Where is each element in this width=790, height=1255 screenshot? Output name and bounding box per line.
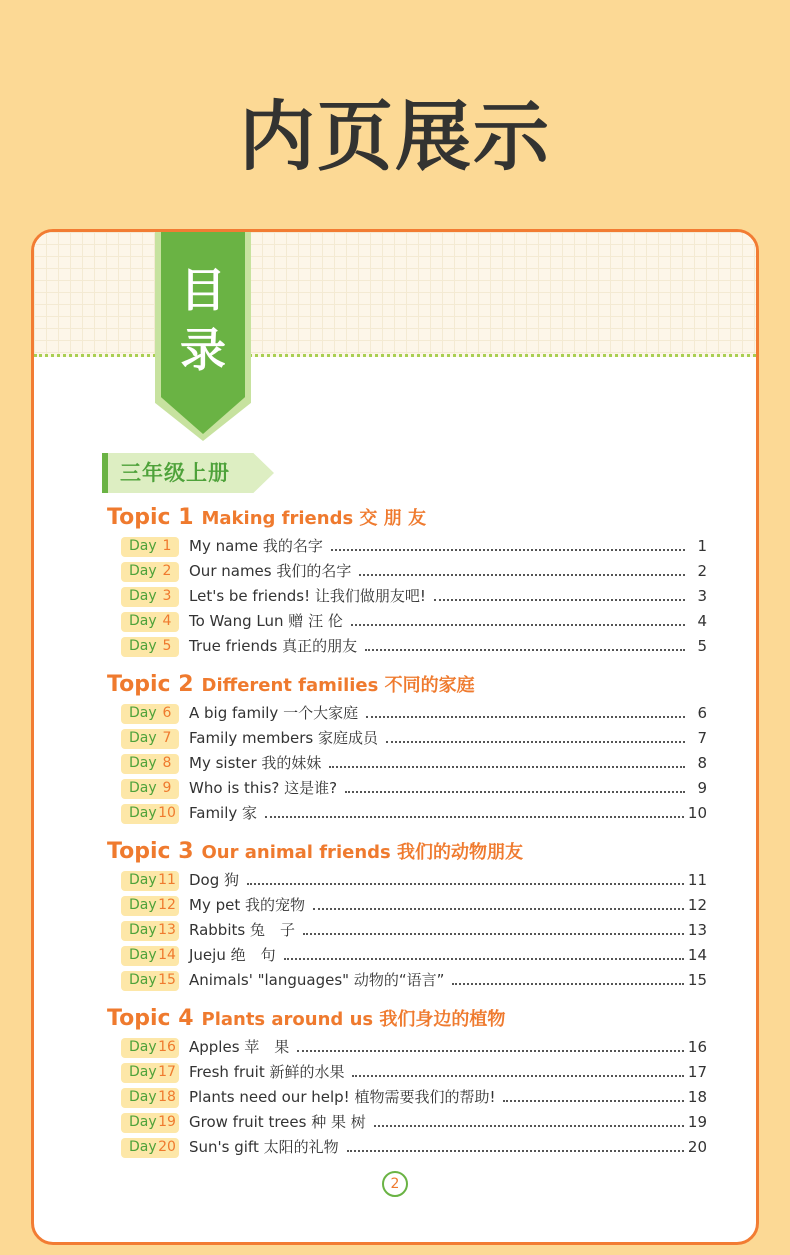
- entry-title: Fresh fruit 新鲜的水果: [189, 1063, 345, 1081]
- toc-entry[interactable]: [107, 968, 707, 993]
- day-number: 15: [158, 972, 176, 988]
- entry-title: True friends 真正的朋友: [189, 637, 358, 655]
- day-badge: [121, 921, 179, 941]
- topic-number: Topic 2: [107, 672, 194, 697]
- toc-entry[interactable]: [107, 534, 707, 559]
- table-of-contents: [107, 502, 707, 1160]
- day-label: Day: [129, 755, 157, 771]
- day-badge: [121, 729, 179, 749]
- toc-entry[interactable]: [107, 559, 707, 584]
- day-number: 16: [158, 1039, 176, 1055]
- toc-entry[interactable]: [107, 634, 707, 659]
- day-number: 13: [158, 922, 176, 938]
- toc-card: [31, 229, 759, 1245]
- day-label: Day: [129, 538, 157, 554]
- dot-leader: [434, 599, 685, 601]
- toc-entry[interactable]: [107, 776, 707, 801]
- dot-leader: [297, 1050, 684, 1052]
- day-number: 4: [162, 613, 172, 629]
- day-badge: [121, 871, 179, 891]
- entry-page-number: 19: [687, 1113, 707, 1131]
- dot-leader: [352, 1075, 683, 1077]
- day-badge: [121, 971, 179, 991]
- day-badge: [121, 1063, 179, 1083]
- toc-entry[interactable]: [107, 918, 707, 943]
- day-number: 5: [162, 638, 172, 654]
- entry-title: My sister 我的妹妹: [189, 754, 322, 772]
- day-badge: [121, 587, 179, 607]
- grade-label: 三年级上册: [120, 461, 230, 485]
- entry-title: Who is this? 这是谁?: [189, 779, 338, 797]
- day-number: 9: [162, 780, 172, 796]
- day-badge: [121, 612, 179, 632]
- page-number: 2: [382, 1171, 408, 1197]
- dot-leader: [331, 549, 685, 551]
- grade-banner-mark: [102, 453, 108, 493]
- ribbon-char-1: 目: [180, 263, 226, 317]
- day-label: Day: [129, 897, 157, 913]
- entry-page-number: 13: [687, 921, 707, 939]
- entry-page-number: 20: [687, 1138, 707, 1156]
- dot-leader: [374, 1125, 684, 1127]
- entry-page-number: 7: [697, 729, 707, 747]
- day-badge: [121, 1038, 179, 1058]
- entry-title: My pet 我的宠物: [189, 896, 305, 914]
- topic-title: Our animal friends 我们的动物朋友: [201, 842, 523, 863]
- toc-entry[interactable]: [107, 868, 707, 893]
- entry-title: Our names 我们的名字: [189, 562, 352, 580]
- grid-background: [34, 232, 756, 357]
- entry-title: To Wang Lun 赠 汪 伦: [189, 612, 343, 630]
- day-number: 11: [158, 872, 176, 888]
- toc-entry[interactable]: [107, 609, 707, 634]
- entry-page-number: 8: [697, 754, 707, 772]
- section-spacer: [107, 993, 707, 1003]
- entry-title: Jueju 绝 句: [189, 946, 276, 964]
- toc-entry[interactable]: [107, 1035, 707, 1060]
- entry-page-number: 15: [687, 971, 707, 989]
- topic-number: Topic 3: [107, 839, 194, 864]
- entry-title: A big family 一个大家庭: [189, 704, 359, 722]
- entry-page-number: 1: [697, 537, 707, 555]
- day-label: Day: [129, 947, 157, 963]
- dot-leader: [351, 624, 685, 626]
- entry-title: Family 家: [189, 804, 258, 822]
- dot-leader: [347, 1150, 684, 1152]
- entry-title: Grow fruit trees 种 果 树: [189, 1113, 366, 1131]
- day-label: Day: [129, 1064, 157, 1080]
- dot-leader: [345, 791, 685, 793]
- day-number: 10: [158, 805, 176, 821]
- entry-page-number: 4: [697, 612, 707, 630]
- day-label: Day: [129, 588, 157, 604]
- toc-entry[interactable]: [107, 701, 707, 726]
- day-number: 19: [158, 1114, 176, 1130]
- day-label: Day: [129, 1089, 157, 1105]
- dot-leader: [366, 716, 685, 718]
- day-badge: [121, 754, 179, 774]
- day-number: 7: [162, 730, 172, 746]
- dot-leader: [303, 933, 684, 935]
- day-number: 14: [158, 947, 176, 963]
- entry-page-number: 12: [687, 896, 707, 914]
- section-spacer: [107, 826, 707, 836]
- entry-title: My name 我的名字: [189, 537, 323, 555]
- dotted-divider: [34, 354, 756, 357]
- topic-number: Topic 1: [107, 505, 194, 530]
- day-label: Day: [129, 780, 157, 796]
- toc-entry[interactable]: [107, 801, 707, 826]
- day-badge: [121, 1138, 179, 1158]
- toc-entry[interactable]: [107, 1110, 707, 1135]
- entry-page-number: 9: [697, 779, 707, 797]
- day-label: Day: [129, 563, 157, 579]
- topic-title: Plants around us 我们身边的植物: [201, 1009, 506, 1030]
- dot-leader: [503, 1100, 683, 1102]
- day-badge: [121, 537, 179, 557]
- entry-page-number: 3: [697, 587, 707, 605]
- dot-leader: [359, 574, 685, 576]
- dot-leader: [329, 766, 685, 768]
- day-label: Day: [129, 872, 157, 888]
- entry-title: Rabbits 兔 子: [189, 921, 295, 939]
- entry-title: Apples 苹 果: [189, 1038, 290, 1056]
- ribbon-char-2: 录: [180, 323, 226, 377]
- day-number: 2: [162, 563, 172, 579]
- toc-entry[interactable]: [107, 893, 707, 918]
- dot-leader: [247, 883, 684, 885]
- entry-page-number: 16: [687, 1038, 707, 1056]
- day-label: Day: [129, 705, 157, 721]
- topic-number: Topic 4: [107, 1006, 194, 1031]
- toc-entry[interactable]: [107, 584, 707, 609]
- day-label: Day: [129, 1039, 157, 1055]
- day-number: 18: [158, 1089, 176, 1105]
- dot-leader: [284, 958, 684, 960]
- day-badge: [121, 896, 179, 916]
- entry-page-number: 5: [697, 637, 707, 655]
- topic-heading[interactable]: [107, 669, 707, 701]
- day-label: Day: [129, 922, 157, 938]
- topic-heading[interactable]: [107, 836, 707, 868]
- topic-title: Making friends 交 朋 友: [201, 508, 426, 529]
- entry-page-number: 14: [687, 946, 707, 964]
- day-number: 3: [162, 588, 172, 604]
- entry-page-number: 17: [687, 1063, 707, 1081]
- toc-ribbon-label: [161, 260, 245, 380]
- dot-leader: [313, 908, 684, 910]
- day-badge: [121, 1113, 179, 1133]
- day-badge: [121, 704, 179, 724]
- day-number: 17: [158, 1064, 176, 1080]
- page-title: 内页展示: [239, 92, 551, 181]
- day-badge: [121, 1088, 179, 1108]
- day-label: Day: [129, 613, 157, 629]
- entry-title: Sun's gift 太阳的礼物: [189, 1138, 339, 1156]
- entry-page-number: 18: [687, 1088, 707, 1106]
- entry-title: Plants need our help! 植物需要我们的帮助!: [189, 1088, 496, 1106]
- day-label: Day: [129, 972, 157, 988]
- day-badge: [121, 637, 179, 657]
- topic-title: Different families 不同的家庭: [201, 675, 475, 696]
- entry-title: Dog 狗: [189, 871, 240, 889]
- dot-leader: [265, 816, 684, 818]
- toc-entry[interactable]: [107, 1135, 707, 1160]
- day-badge: [121, 804, 179, 824]
- toc-entry[interactable]: [107, 751, 707, 776]
- entry-title: Family members 家庭成员: [189, 729, 378, 747]
- topic-heading[interactable]: [107, 1003, 707, 1035]
- section-spacer: [107, 659, 707, 669]
- day-number: 6: [162, 705, 172, 721]
- toc-entry[interactable]: [107, 943, 707, 968]
- day-number: 8: [162, 755, 172, 771]
- entry-page-number: 11: [687, 871, 707, 889]
- entry-page-number: 2: [697, 562, 707, 580]
- toc-entry[interactable]: [107, 726, 707, 751]
- topic-heading[interactable]: [107, 502, 707, 534]
- dot-leader: [386, 741, 685, 743]
- day-label: Day: [129, 730, 157, 746]
- entry-title: Let's be friends! 让我们做朋友吧!: [189, 587, 426, 605]
- entry-page-number: 6: [697, 704, 707, 722]
- day-badge: [121, 946, 179, 966]
- day-label: Day: [129, 1114, 157, 1130]
- day-badge: [121, 562, 179, 582]
- day-badge: [121, 779, 179, 799]
- day-label: Day: [129, 805, 157, 821]
- toc-entry[interactable]: [107, 1060, 707, 1085]
- day-number: 12: [158, 897, 176, 913]
- dot-leader: [365, 649, 685, 651]
- entry-page-number: 10: [687, 804, 707, 822]
- day-label: Day: [129, 1139, 157, 1155]
- toc-entry[interactable]: [107, 1085, 707, 1110]
- dot-leader: [452, 983, 684, 985]
- day-number: 20: [158, 1139, 176, 1155]
- day-label: Day: [129, 638, 157, 654]
- day-number: 1: [162, 538, 172, 554]
- entry-title: Animals' "languages" 动物的“语言”: [189, 971, 445, 989]
